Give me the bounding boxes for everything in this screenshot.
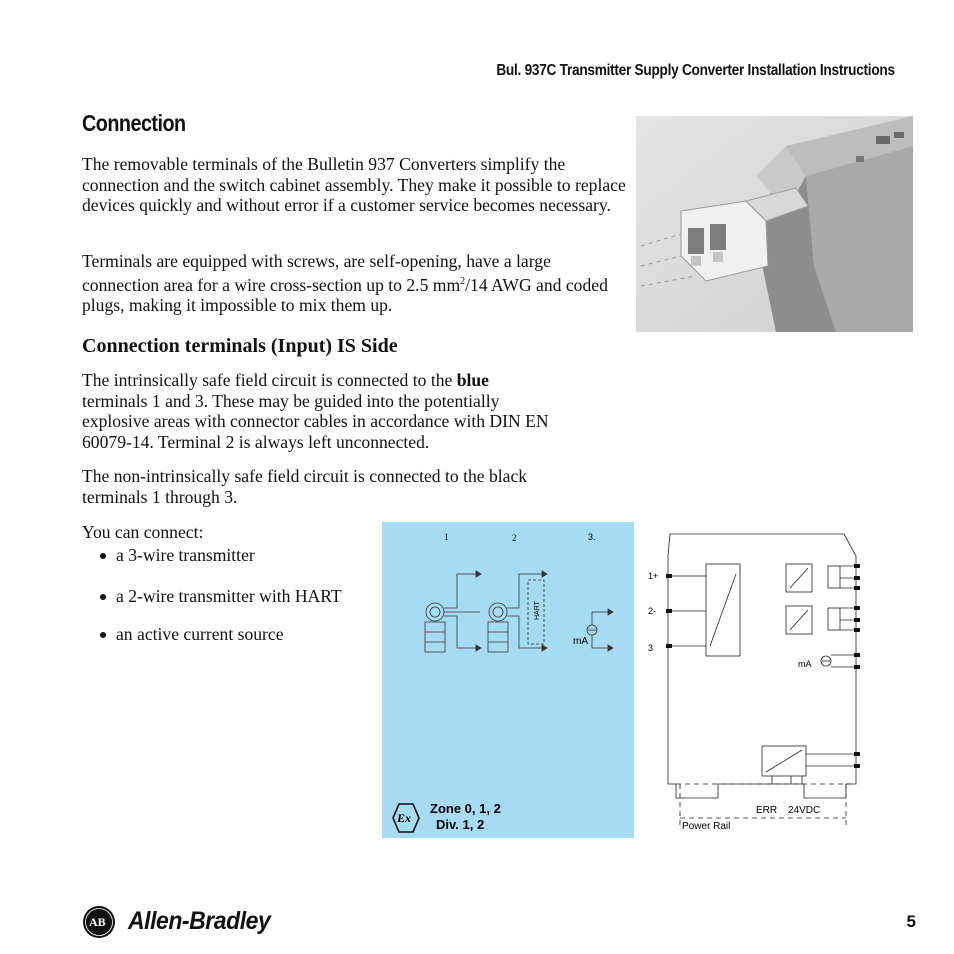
three-wire-transmitter-icon: [425, 571, 481, 652]
terminal-3-label: 3: [648, 643, 654, 653]
ma-label: mA: [573, 636, 588, 647]
terminal-2-label: 2-: [648, 606, 657, 616]
allen-bradley-logo-icon: [82, 905, 116, 944]
connection-paragraph-1: The removable terminals of the Bulletin 937 Converters simplify the connection and the switch cabinet assembly. They make it possible to replace devices quickly and without error if a customer service becomes necessary.: [82, 154, 626, 216]
page-number: 5: [906, 912, 916, 931]
svg-text:AB: AB: [89, 915, 106, 929]
current-source-icon: [587, 609, 613, 651]
bullet-icon: [100, 632, 106, 638]
terminal-plug-photo: [636, 116, 913, 332]
terminal-label-1: 1: [444, 532, 449, 542]
terminal-label-3: 3.: [588, 532, 596, 542]
is-side-paragraph-2: The non-intrinsically safe field circuit is connected to the black terminals 1 through 3.: [82, 466, 528, 507]
hart-label: HART: [534, 601, 541, 620]
svg-text:Ex: Ex: [397, 811, 412, 825]
ma-output-label: mA: [798, 659, 812, 669]
section-title: Connection: [82, 110, 186, 136]
bullet-icon: [100, 553, 106, 559]
err-label: ERR: [756, 805, 778, 816]
division-label: Div. 1, 2: [436, 817, 485, 832]
converter-block-diagram: [636, 522, 876, 842]
subsection-title: Connection terminals (Input) IS Side: [82, 335, 398, 357]
zone-label: Zone 0, 1, 2: [430, 801, 501, 816]
is-side-paragraph-1: The intrinsically safe field circuit is connected to the blue terminals 1 and 3. These may be guided into the potentially explosive areas with connector cables in accordance with DIN EN 60079-14. Terminal 2 is always left unconnected.: [82, 370, 549, 452]
terminal-markers: [666, 564, 860, 768]
running-header: Bul. 937C Transmitter Supply Converter Installation Instructions: [496, 62, 895, 79]
connection-paragraph-2: Terminals are equipped with screws, are self-opening, have a large connection area for a wire cross-section up to 2.5 $mm^2/14$ AWG and coded plugs, making it impossible to mix them up.: [82, 251, 608, 316]
terminal-label-2: 2: [512, 533, 517, 543]
power-rail-label: Power Rail: [682, 821, 731, 832]
ex-symbol-icon: [393, 804, 419, 832]
bullet-icon: [100, 594, 106, 600]
connect-intro: You can connect:: [82, 522, 204, 542]
brand-name: Allen-Bradley: [128, 907, 271, 935]
hazardous-zone-wiring-diagram: [382, 522, 634, 838]
terminal-1-label: 1+: [648, 571, 659, 581]
supply-label: 24VDC: [788, 805, 821, 816]
